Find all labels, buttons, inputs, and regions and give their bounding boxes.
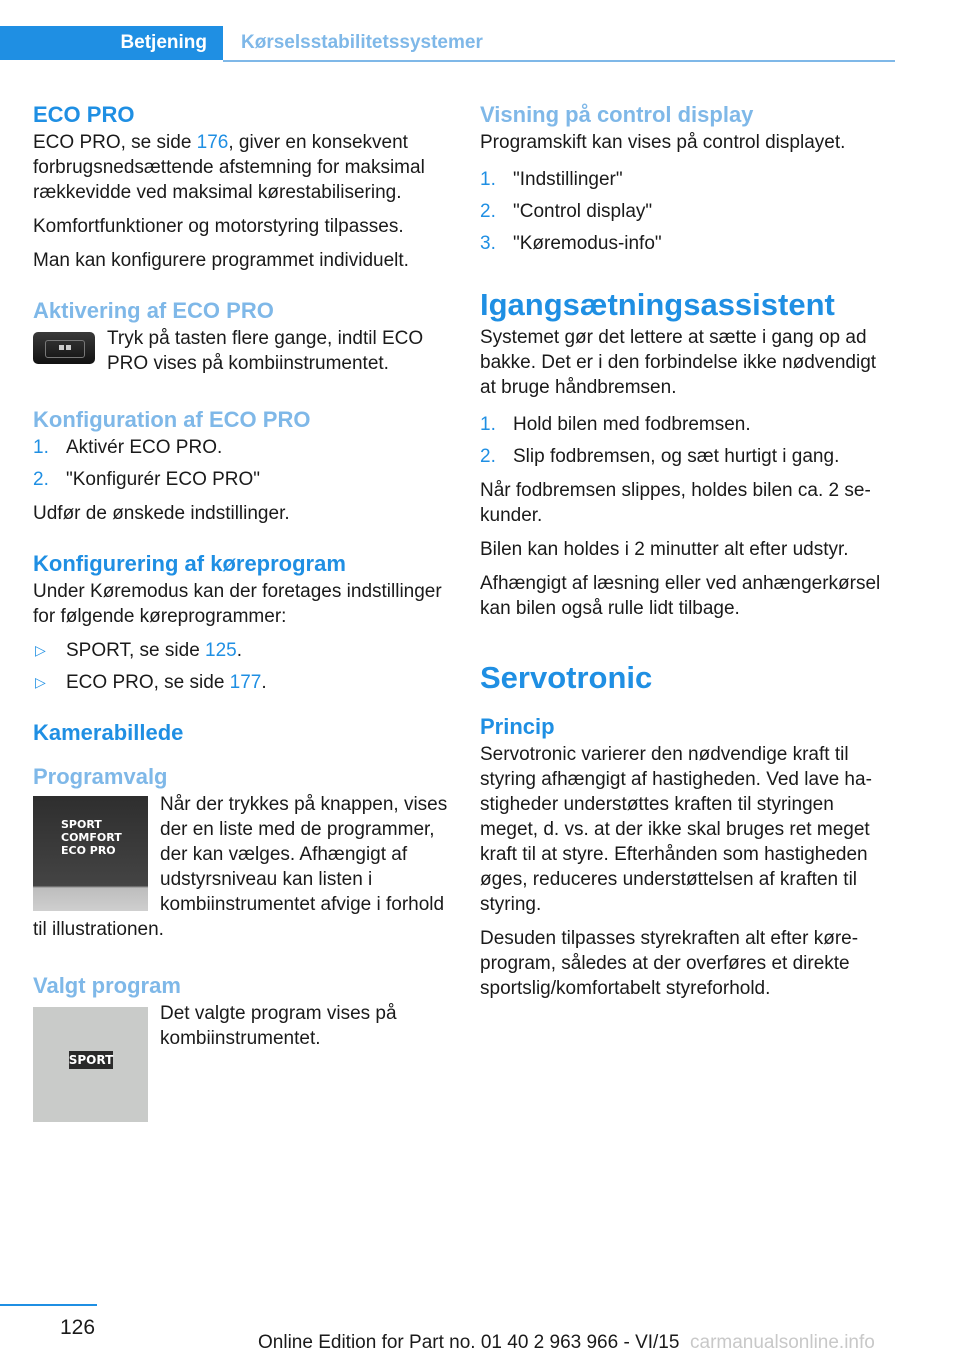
watermark: carmanualsonline.info bbox=[690, 1332, 875, 1353]
start-assist-heading: Igangsætningsassistent bbox=[480, 287, 835, 322]
program-list-image: SPORT COMFORT ECO PRO bbox=[33, 796, 148, 911]
start-assist-steps bbox=[480, 412, 895, 469]
drive-program-heading: Konfigurering af køreprogram bbox=[33, 551, 346, 576]
page-link-176[interactable]: 176 bbox=[196, 132, 229, 153]
subsection-tab[interactable]: Kørselsstabilitetssystemer bbox=[241, 32, 483, 53]
right-column bbox=[480, 100, 895, 1010]
program-select-block bbox=[33, 792, 448, 942]
list-item: ▷ SPORT, se side 125. bbox=[35, 640, 243, 661]
eco-pro-intro: ECO PRO, se side 176, giver en konsekvent forbrugsnedsættende afstemning for maksimal rækkevidde ved maksimal kørestabilisering. bbox=[33, 132, 425, 203]
page-number: 126 bbox=[60, 1316, 96, 1339]
list-item: 1. Hold bilen med fodbremsen. bbox=[480, 414, 751, 435]
eco-pro-heading: ECO PRO bbox=[33, 102, 135, 127]
start-assist-text: Systemet gør det lettere at sætte i gang op ad bakke. Det er i den forbindelse ikke nødvendigt at bruge håndbremsen. bbox=[480, 327, 877, 398]
principle-heading: Princip bbox=[480, 714, 555, 739]
page-link-177[interactable]: 177 bbox=[229, 672, 262, 693]
display-heading: Visning på control display bbox=[480, 102, 754, 127]
edition-text: Online Edition for Part no. 01 40 2 963 966 - VI/15 bbox=[258, 1332, 680, 1353]
selected-program-block bbox=[33, 1001, 448, 1131]
config-steps bbox=[33, 435, 448, 492]
drive-program-list bbox=[33, 638, 448, 695]
activation-heading: Aktivering af ECO PRO bbox=[33, 298, 274, 323]
list-item: 3. "Køremodus-info" bbox=[480, 233, 662, 254]
program-select-text: Når der trykkes på knappen, vises der en liste med de programmer, der kan vælges. Afhængigt af udstyrsniveau kan listen i kombiinstrumentet afvige i forhold til illustrationen. bbox=[33, 794, 448, 940]
left-column bbox=[33, 100, 448, 1131]
config-heading: Konfiguration af ECO PRO bbox=[33, 407, 311, 432]
header-rule bbox=[223, 60, 895, 62]
start-assist-p2: Bilen kan holdes i 2 minutter alt efter udstyr. bbox=[480, 539, 849, 560]
activation-text: Tryk på tasten flere gange, indtil ECO PRO vises på kombiinstrumentet. bbox=[107, 328, 424, 374]
list-item: 1. Aktivér ECO PRO. bbox=[33, 437, 223, 458]
start-assist-p1: Når fodbremsen slippes, holdes bilen ca. 2 sekunder. bbox=[480, 480, 871, 526]
list-item: 2. "Control display" bbox=[480, 201, 653, 222]
eco-pro-comfort: Komfortfunktioner og motorstyring tilpasses. bbox=[33, 216, 404, 237]
eco-pro-button-image bbox=[33, 332, 95, 364]
list-item: ▷ ECO PRO, se side 177. bbox=[35, 672, 267, 693]
config-after: Udfør de ønskede indstillinger. bbox=[33, 503, 290, 524]
servotronic-heading: Servotronic bbox=[480, 660, 653, 695]
list-item: 1. "Indstillinger" bbox=[480, 169, 623, 190]
section-tab[interactable]: Betjening bbox=[0, 26, 223, 60]
selected-program-image: SPORT bbox=[33, 1007, 148, 1122]
selected-program-text: Det valgte program vises på kombiinstrumentet. bbox=[160, 1003, 397, 1049]
camera-heading: Kamerabillede bbox=[33, 720, 184, 745]
principle-p1: Servotronic varierer den nødvendige kraft til styring afhængigt af hastigheden. Ved lave hastigheder understøttes kraften til styringen meget, d. vs. at der ikke skal bruges ret meget kraft til at styre. Efterhånden som hastigheden øges, reduceres understøttelsen af kraften til styring. bbox=[480, 744, 872, 915]
principle-p2: Desuden tilpasses styrekraften alt efter køreprogram, således at der overføres et direkte sportslig/komfortabelt styreforhold. bbox=[480, 928, 859, 999]
footer-rule bbox=[0, 1304, 97, 1306]
page-header bbox=[0, 26, 895, 62]
selected-program-heading: Valgt program bbox=[33, 973, 181, 998]
program-select-heading: Programvalg bbox=[33, 764, 168, 789]
drive-program-text: Under Køremodus kan der foretages indstillinger for følgende køreprogrammer: bbox=[33, 581, 442, 627]
display-text: Programskift kan vises på control displayet. bbox=[480, 132, 846, 153]
page-link-125[interactable]: 125 bbox=[205, 640, 237, 661]
list-item: 2. "Konfigurér ECO PRO" bbox=[33, 469, 261, 490]
activation-block bbox=[33, 326, 448, 376]
start-assist-p3: Afhængigt af læsning eller ved anhængerkørsel kan bilen også rulle lidt tilbage. bbox=[480, 573, 881, 619]
eco-pro-configurable: Man kan konfigurere programmet individuelt. bbox=[33, 250, 409, 271]
list-item: 2. Slip fodbremsen, og sæt hurtigt i gang. bbox=[480, 446, 840, 467]
display-steps bbox=[480, 167, 895, 256]
